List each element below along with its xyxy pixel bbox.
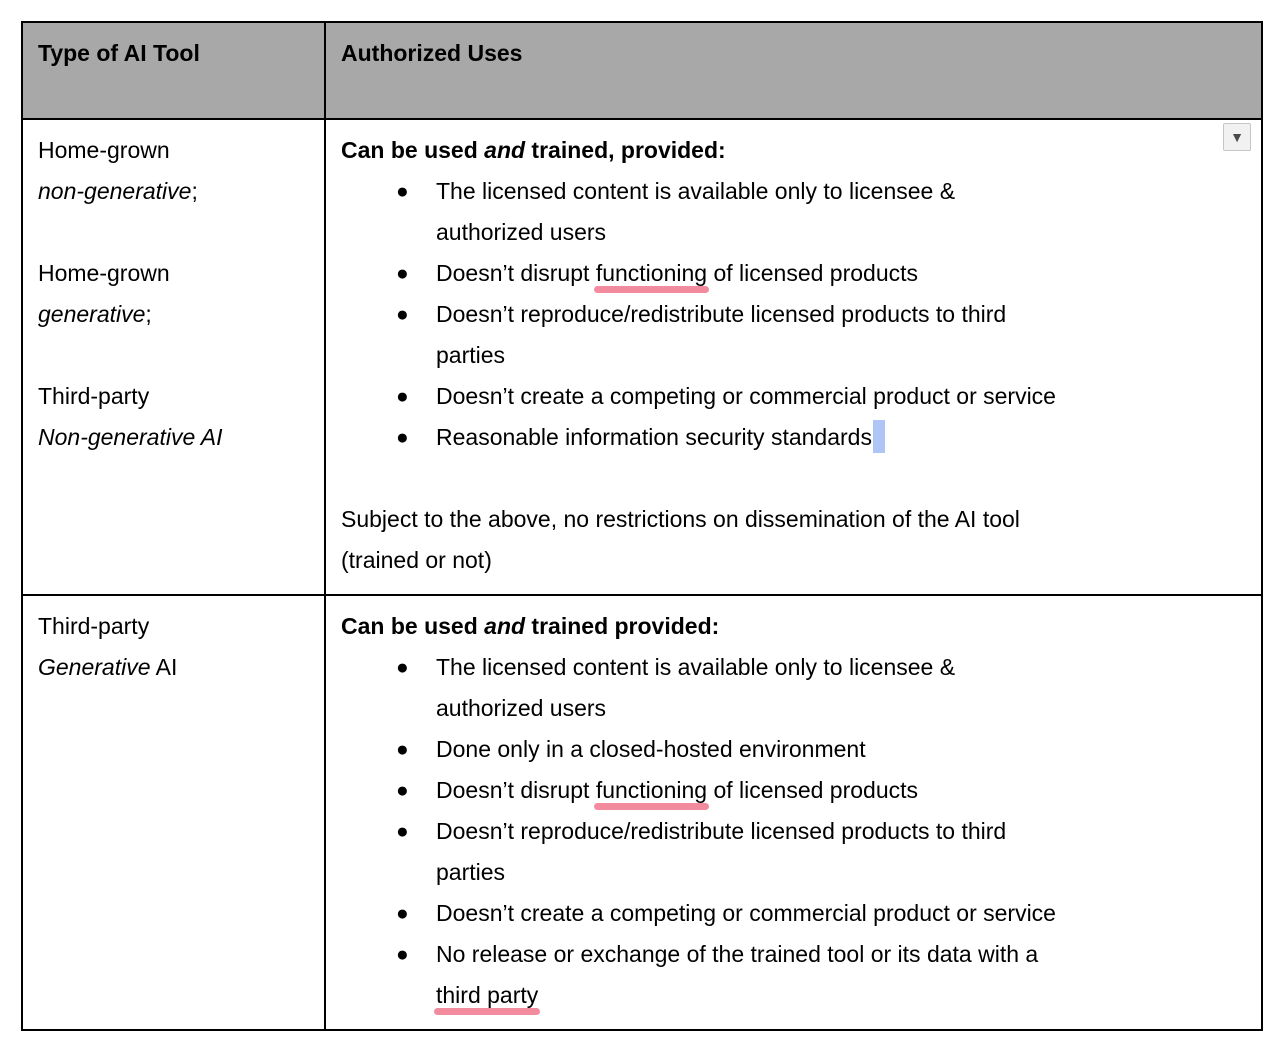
- tool-suffix: ;: [191, 178, 198, 204]
- tool-variant: generative: [38, 301, 146, 327]
- tool-name: Home-grown: [38, 260, 170, 286]
- tool-type-third-party-generative: [38, 606, 309, 688]
- tool-variant: Generative: [38, 654, 151, 680]
- uses-heading: [341, 130, 1246, 171]
- header-cell-type-of-ai-tool: [22, 22, 325, 119]
- heading-text: Can be used: [341, 137, 485, 163]
- table-row-non-generative-tools: [22, 119, 1262, 595]
- heading-emphasis: and: [484, 613, 526, 639]
- dropdown-button[interactable]: [1223, 123, 1251, 151]
- tool-name: Third-party: [38, 383, 150, 409]
- tool-variant: non-generative: [38, 178, 192, 204]
- ai-tools-table: [21, 21, 1261, 1031]
- suggestion-underlined-text: functioning: [595, 777, 708, 803]
- heading-text: Can be used: [341, 613, 485, 639]
- suggestion-underlined-text: third party: [436, 982, 539, 1008]
- dissemination-note: Subject to the above, no restrictions on dissemination of the AI tool (trained or not): [341, 506, 1020, 573]
- list-item: ● Doesn’t create a competing or commercial product or service: [341, 893, 1246, 934]
- list-item: ● Doesn’t disrupt functioning of licensed products: [341, 770, 1246, 811]
- row2-tool-types-cell: [22, 595, 325, 1030]
- tool-type-third-party-non-generative: [38, 376, 309, 458]
- table-row-generative-tools: [22, 595, 1262, 1030]
- row1-authorized-uses-cell: [325, 119, 1262, 595]
- tool-name: Third-party: [38, 613, 150, 639]
- tool-name: Home-grown: [38, 137, 170, 163]
- tool-type-home-grown-generative: [38, 253, 309, 335]
- row1-tool-types-cell: [22, 119, 325, 595]
- authorized-uses-table: [21, 21, 1263, 1031]
- header-label: Authorized Uses: [341, 40, 523, 66]
- conditions-list: [341, 647, 1246, 1016]
- tool-type-home-grown-non-generative: [38, 130, 309, 212]
- list-item: ● Doesn’t disrupt functioning of licensed products: [341, 253, 1246, 294]
- tool-suffix: ;: [145, 301, 152, 327]
- list-item: ● Doesn’t create a competing or commercial product or service: [341, 376, 1246, 417]
- list-item: ● Done only in a closed-hosted environment: [341, 729, 1246, 770]
- text-selection-highlight: [873, 420, 885, 453]
- list-item: ● The licensed content is available only to licensee & authorized users: [341, 647, 1246, 729]
- uses-heading: [341, 606, 1246, 647]
- header-label: Type of AI Tool: [38, 40, 200, 66]
- heading-emphasis: and: [484, 137, 526, 163]
- heading-text: trained provided:: [525, 613, 720, 639]
- list-item: ● No release or exchange of the trained tool or its data with a third party: [341, 934, 1246, 1016]
- list-item: ● The licensed content is available only to licensee & authorized users: [341, 171, 1246, 253]
- tool-suffix: AI: [150, 654, 178, 680]
- list-item: ● Doesn’t reproduce/redistribute licensed products to third parties: [341, 811, 1246, 893]
- list-item: ● Reasonable information security standards: [341, 417, 1246, 458]
- header-row: [22, 22, 1262, 119]
- heading-text: trained, provided:: [525, 137, 726, 163]
- header-cell-authorized-uses: [325, 22, 1262, 119]
- suggestion-underlined-text: functioning: [595, 260, 708, 286]
- conditions-list: [341, 171, 1246, 458]
- row2-authorized-uses-cell: [325, 595, 1262, 1030]
- tool-variant: Non-generative AI: [38, 424, 223, 450]
- list-item: ● Doesn’t reproduce/redistribute licensed products to third parties: [341, 294, 1246, 376]
- dropdown-arrow-icon: ▼: [1230, 129, 1244, 145]
